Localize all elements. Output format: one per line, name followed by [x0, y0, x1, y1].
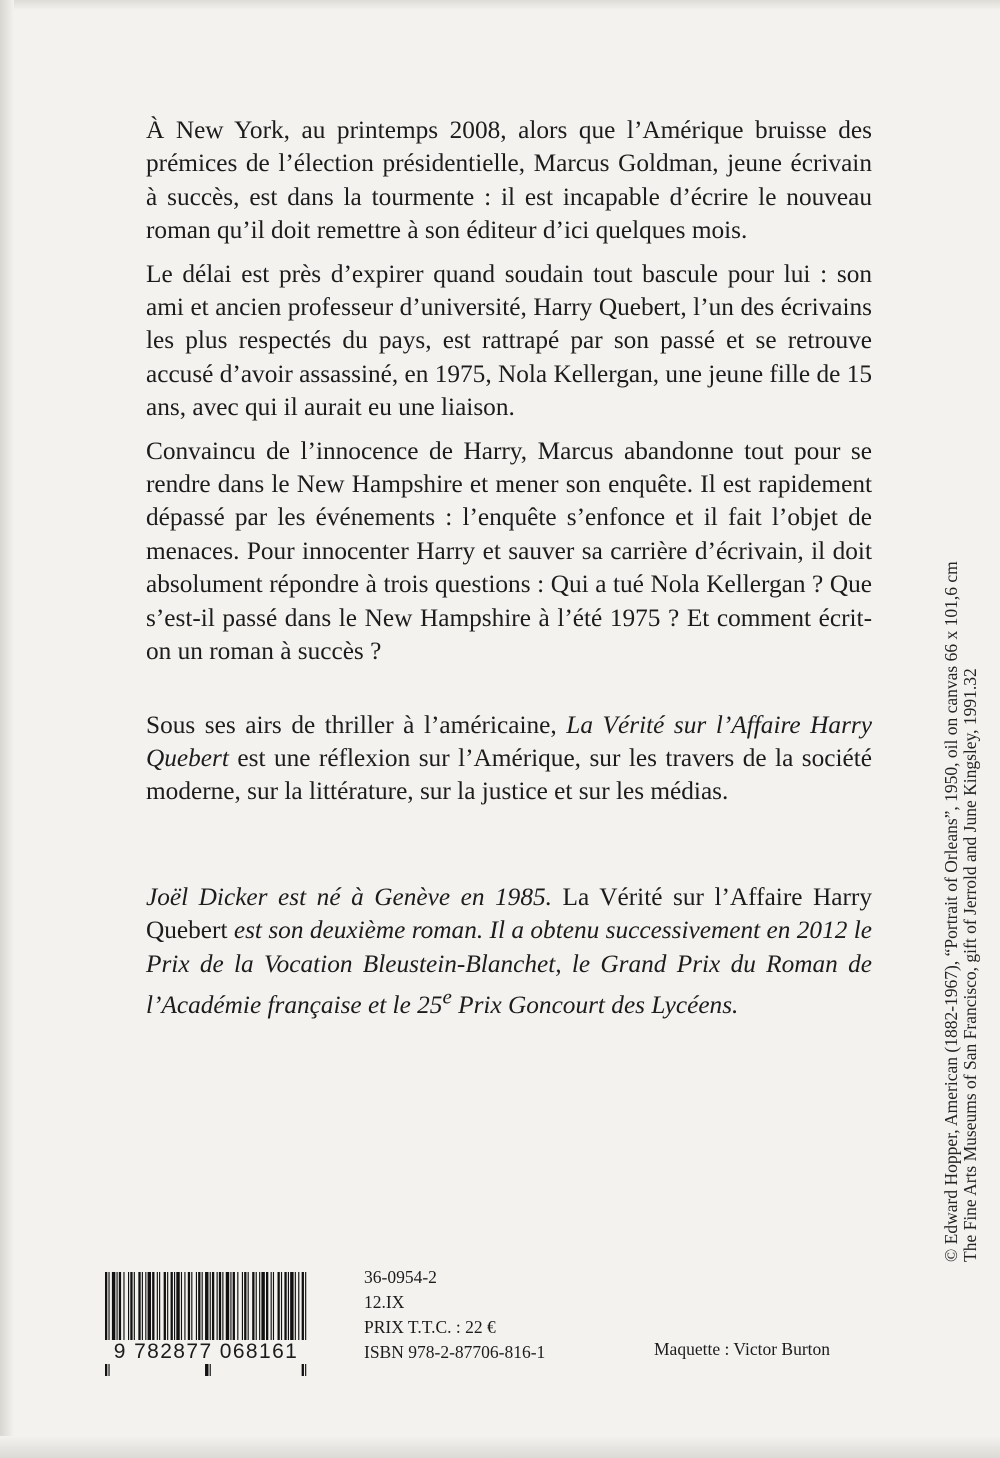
barcode-graphic — [101, 1270, 311, 1382]
synopsis-paragraph-2: Le délai est près d’expirer quand soudain tout bascule pour lui : son ami et ancien professeur d’université, Harry Quebert, l’un des écrivains les plus respectés du pays, est rattrapé par son passé et se retrouve accusé d’avoir assassiné, en 1975, Nola Kellergan, une jeune fille de 15 ans, avec qui il aurait eu une liaison. — [146, 259, 872, 422]
synopsis-paragraph-3: Convaincu de l’innocence de Harry, Marcus abandonne tout pour se rendre dans le New Hampshire et mener son enquête. Il est rapidement dépassé par les événements : l’enquête s’enfonce et il fait l’objet de menaces. Pour innocenter Harry et sauver sa carrière d’écrivain, il doit absolument répondre à trois questions : Qui a tué Nola Kellergan ? Que s’est-il passé dans le New Hampshire à l’été 1975 ? Et comment écrit-on un roman à succès ? — [146, 436, 872, 666]
synopsis-p4-rest: est une réflexion sur l’Amérique, sur les travers de la société moderne, sur la littérature, sur la justice et sur les médias. — [146, 743, 872, 806]
price: PRIX T.T.C. : 22 € — [364, 1317, 496, 1337]
credit-line-1: © Edward Hopper, American (1882-1967), “Portrait of Orleans”, 1950, oil on canvas 66 x 101,6 cm — [941, 561, 961, 1262]
product-code: 36-0954-2 — [364, 1267, 437, 1287]
design-credit: Maquette : Victor Burton — [654, 1339, 831, 1359]
isbn: ISBN 978-2-87706-816-1 — [364, 1342, 546, 1362]
book-title: La Vérité sur l’Affaire Harry Quebert — [146, 710, 873, 772]
page-edge-top — [0, 0, 1000, 10]
product-info — [364, 1265, 545, 1365]
back-cover-text — [146, 114, 872, 1033]
author-bio-awards-end: Prix Goncourt des Lycéens. — [458, 991, 739, 1020]
synopsis-paragraph-1: À New York, au printemps 2008, alors que l’Amérique bruisse des prémices de l’élection présidentielle, Marcus Goldman, jeune écrivain à succès, est dans la tourmente : il est incapable d’écrire le nouveau roman qu’il doit remettre à son éditeur d’ici quelques mois. — [146, 116, 872, 245]
edition-code: 12.IX — [364, 1292, 405, 1312]
synopsis-p4-intro: Sous ses airs de thriller à l’américaine, — [146, 710, 557, 739]
page-edge-bottom — [0, 1436, 1000, 1458]
credit-line-2: The Fine Arts Museums of San Francisco, gift of Jerrold and June Kingsley, 1991.32 — [960, 668, 980, 1262]
barcode — [101, 1270, 311, 1382]
barcode-digits: 9 782877 068161 — [101, 1340, 311, 1364]
author-bio-awards — [146, 916, 872, 1019]
author-bio-awards-text: est son deuxième roman. Il a obtenu successivement en 2012 le Prix de la Vocation Bleustein-Blanchet, le Grand Prix du Roman de l’Académie française et le 25 — [146, 916, 872, 1020]
cover-image-credit — [942, 0, 980, 1262]
author-bio-book-title: La Vérité sur l’Affaire Harry Quebert — [146, 882, 872, 945]
author-bio-intro: Joël Dicker est né à Genève en 1985. — [146, 882, 552, 911]
synopsis-paragraph-4 — [146, 709, 872, 809]
author-bio — [146, 881, 872, 1023]
page-edge-left — [0, 0, 14, 1458]
ordinal-superscript: e — [442, 984, 452, 1009]
